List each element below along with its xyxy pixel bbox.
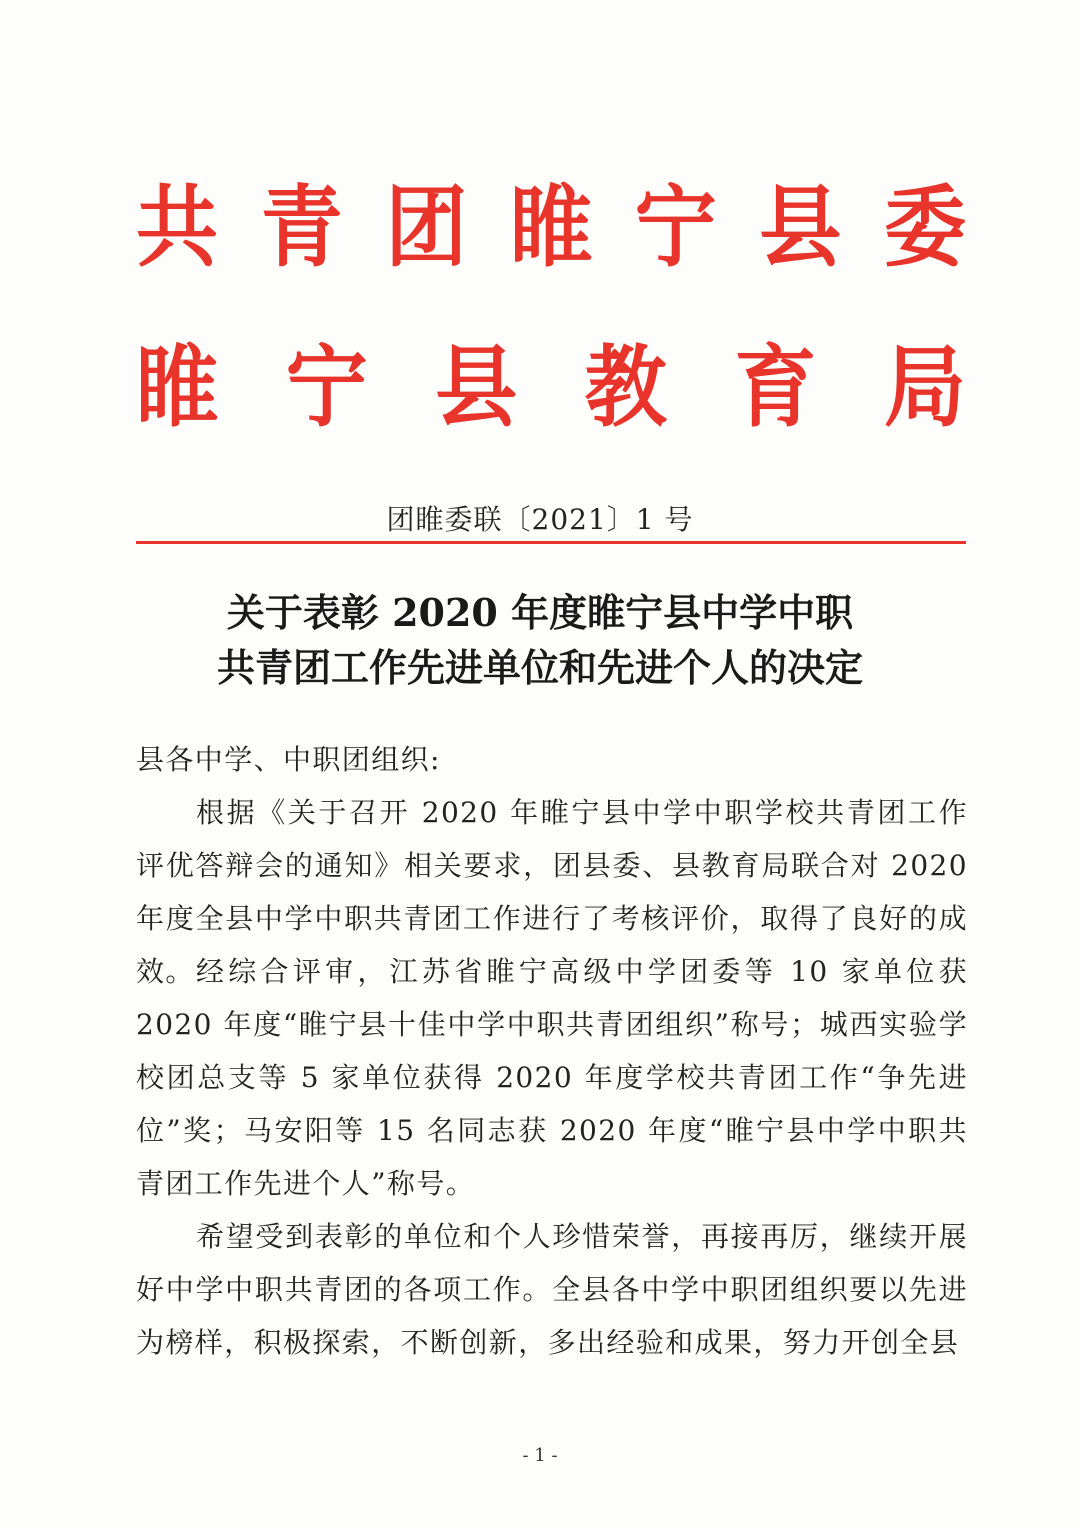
header-char: 共 xyxy=(136,176,219,280)
document-number: 团睢委联〔2021〕1 号 xyxy=(386,503,694,536)
issuer-header-youth-league xyxy=(136,176,966,280)
header-char: 教 xyxy=(584,336,667,440)
header-char: 宁 xyxy=(634,176,717,280)
header-char: 睢 xyxy=(509,176,592,280)
body-paragraph-2: 经综合评审，江苏省睢宁高级中学团委等 10 家单位获 2020 年度“睢宁县十佳中学中职共青团组织”称号；城西实验学校团总支等 5 家单位获得 2020 年度学校共青团工作“争先进位”奖；马安阳等 15 名同志获 2020 年度“睢宁县中学中职共青团工作先进个人”称号。 xyxy=(136,955,968,1200)
page-number: - 1 - xyxy=(522,1445,558,1466)
document-title-line-2: 共青团工作先进单位和先进个人的决定 xyxy=(216,645,863,690)
salutation: 县各中学、中职团组织: xyxy=(136,743,441,776)
body-paragraph-3: 希望受到表彰的单位和个人珍惜荣誉，再接再厉，继续开展好中学中职共青团的各项工作。全县各中学中职团组织要以先进为榜样，积极探索，不断创新，多出经验和成果，努力开创全县 xyxy=(136,1220,968,1359)
header-char: 县 xyxy=(435,336,518,440)
document-title-line-1: 关于表彰 2020 年度睢宁县中学中职 xyxy=(226,590,854,635)
header-char: 青 xyxy=(260,176,343,280)
header-char: 局 xyxy=(883,336,966,440)
body-paragraph-1: 根据《关于召开 2020 年睢宁县中学中职学校共青团工作评优答辩会的通知》相关要求，团县委、县教育局联合对 2020 年度全县中学中职共青团工作进行了考核评价，取得了良好的成效。 xyxy=(136,796,968,988)
header-char: 宁 xyxy=(285,336,368,440)
header-char: 县 xyxy=(759,176,842,280)
header-char: 睢 xyxy=(136,336,219,440)
header-char: 育 xyxy=(734,336,817,440)
issuer-header-education-bureau xyxy=(136,336,966,440)
header-char: 团 xyxy=(385,176,468,280)
header-char: 委 xyxy=(883,176,966,280)
red-divider-line xyxy=(136,541,966,544)
